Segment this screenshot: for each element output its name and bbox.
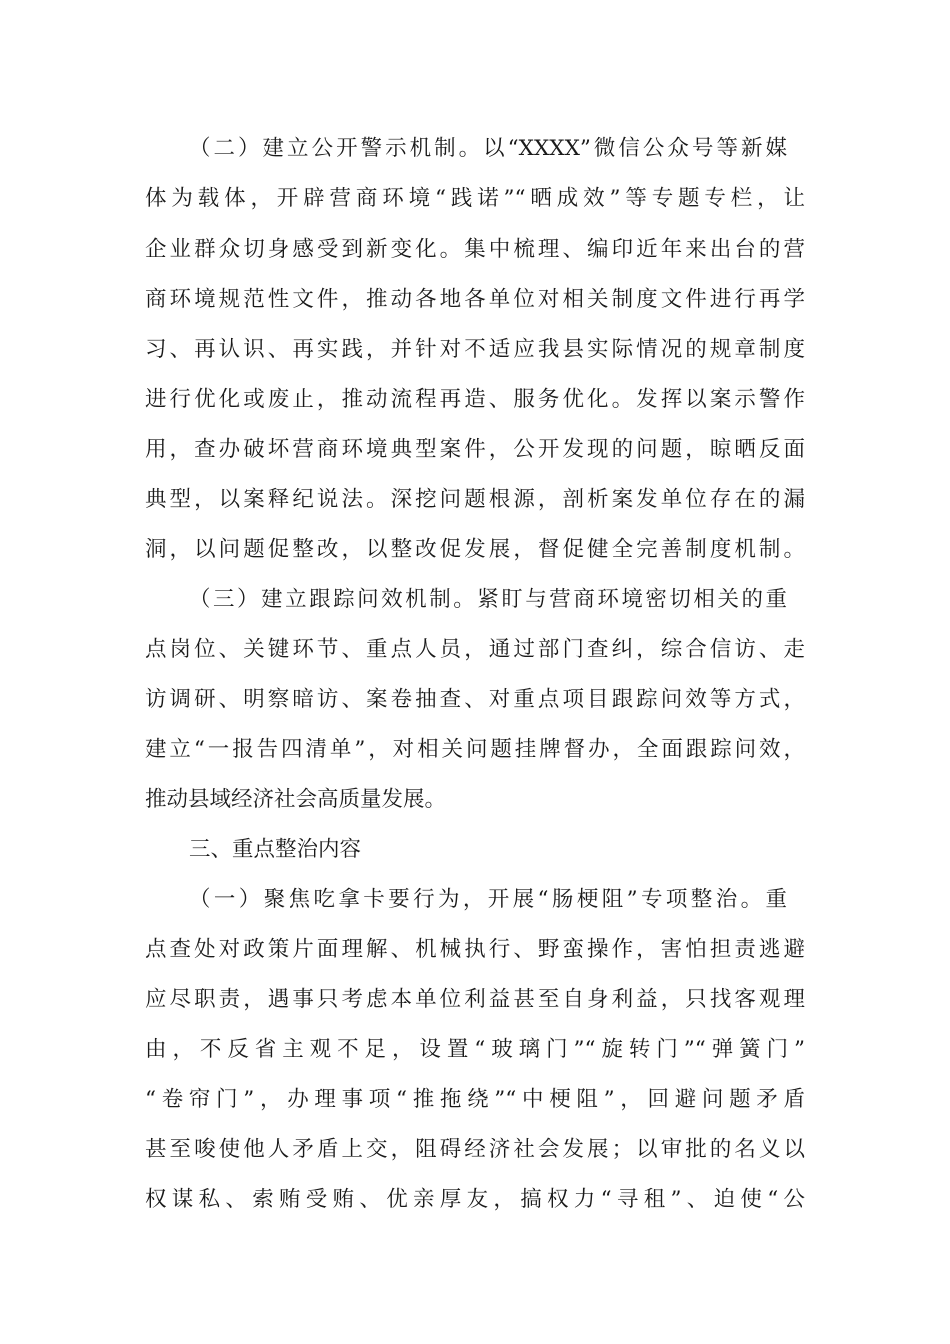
paragraph-2-line-5: 习、再认识、再实践，并针对不适应我县实际情况的规章制度 — [145, 337, 805, 362]
paragraph-2-line-1: （二）建立公开警示机制。以“XXXX”微信公众号等新媒 — [189, 136, 787, 161]
paragraph-4-line-3: 应尽职责，遇事只考虑本单位利益甚至自身利益，只找客观理 — [145, 987, 805, 1012]
paragraph-2-line-3: 企业群众切身感受到新变化。集中梳理、编印近年来出台的营 — [145, 237, 805, 262]
paragraph-4-line-6: 甚至唆使他人矛盾上交，阻碍经济社会发展；以审批的名义以 — [145, 1137, 805, 1162]
paragraph-2-line-7: 用，查办破坏营商环境典型案件，公开发现的问题，晾晒反面 — [145, 437, 805, 462]
paragraph-2-line-6: 进行优化或废止，推动流程再造、服务优化。发挥以案示警作 — [145, 387, 805, 412]
paragraph-4-line-4: 由，不反省主观不足，设置“玻璃门”“旋转门”“弹簧门” — [145, 1037, 805, 1062]
paragraph-4-line-7: 权谋私、索贿受贿、优亲厚友，搞权力“寻租”、迫使“公 — [145, 1187, 805, 1212]
paragraph-4-line-5: “卷帘门”，办理事项“推拖绕”“中梗阻”，回避问题矛盾 — [145, 1087, 805, 1112]
paragraph-3-line-1: （三）建立跟踪问效机制。紧盯与营商环境密切相关的重 — [189, 587, 787, 612]
paragraph-4-line-1: （一）聚焦吃拿卡要行为，开展“肠梗阻”专项整治。重 — [189, 887, 787, 912]
paragraph-2-line-4: 商环境规范性文件，推动各地各单位对相关制度文件进行再学 — [145, 287, 805, 312]
section-heading: 三、重点整治内容 — [189, 837, 362, 862]
paragraph-3-line-3: 访调研、明察暗访、案卷抽查、对重点项目跟踪问效等方式， — [145, 687, 805, 712]
paragraph-2-line-2: 体为载体，开辟营商环境“践诺”“晒成效”等专题专栏，让 — [145, 186, 805, 211]
paragraph-3-line-2: 点岗位、关键环节、重点人员，通过部门查纠，综合信访、走 — [145, 637, 805, 662]
paragraph-3-line-4: 建立“一报告四清单”，对相关问题挂牌督办，全面跟踪问效， — [145, 737, 805, 762]
paragraph-2-line-8: 典型，以案释纪说法。深挖问题根源，剖析案发单位存在的漏 — [145, 487, 805, 512]
paragraph-3-line-5: 推动县域经济社会高质量发展。 — [145, 787, 447, 812]
paragraph-4-line-2: 点查处对政策片面理解、机械执行、野蛮操作，害怕担责逃避 — [145, 937, 805, 962]
paragraph-2-line-9: 洞，以问题促整改，以整改促发展，督促健全完善制度机制。 — [145, 537, 805, 562]
